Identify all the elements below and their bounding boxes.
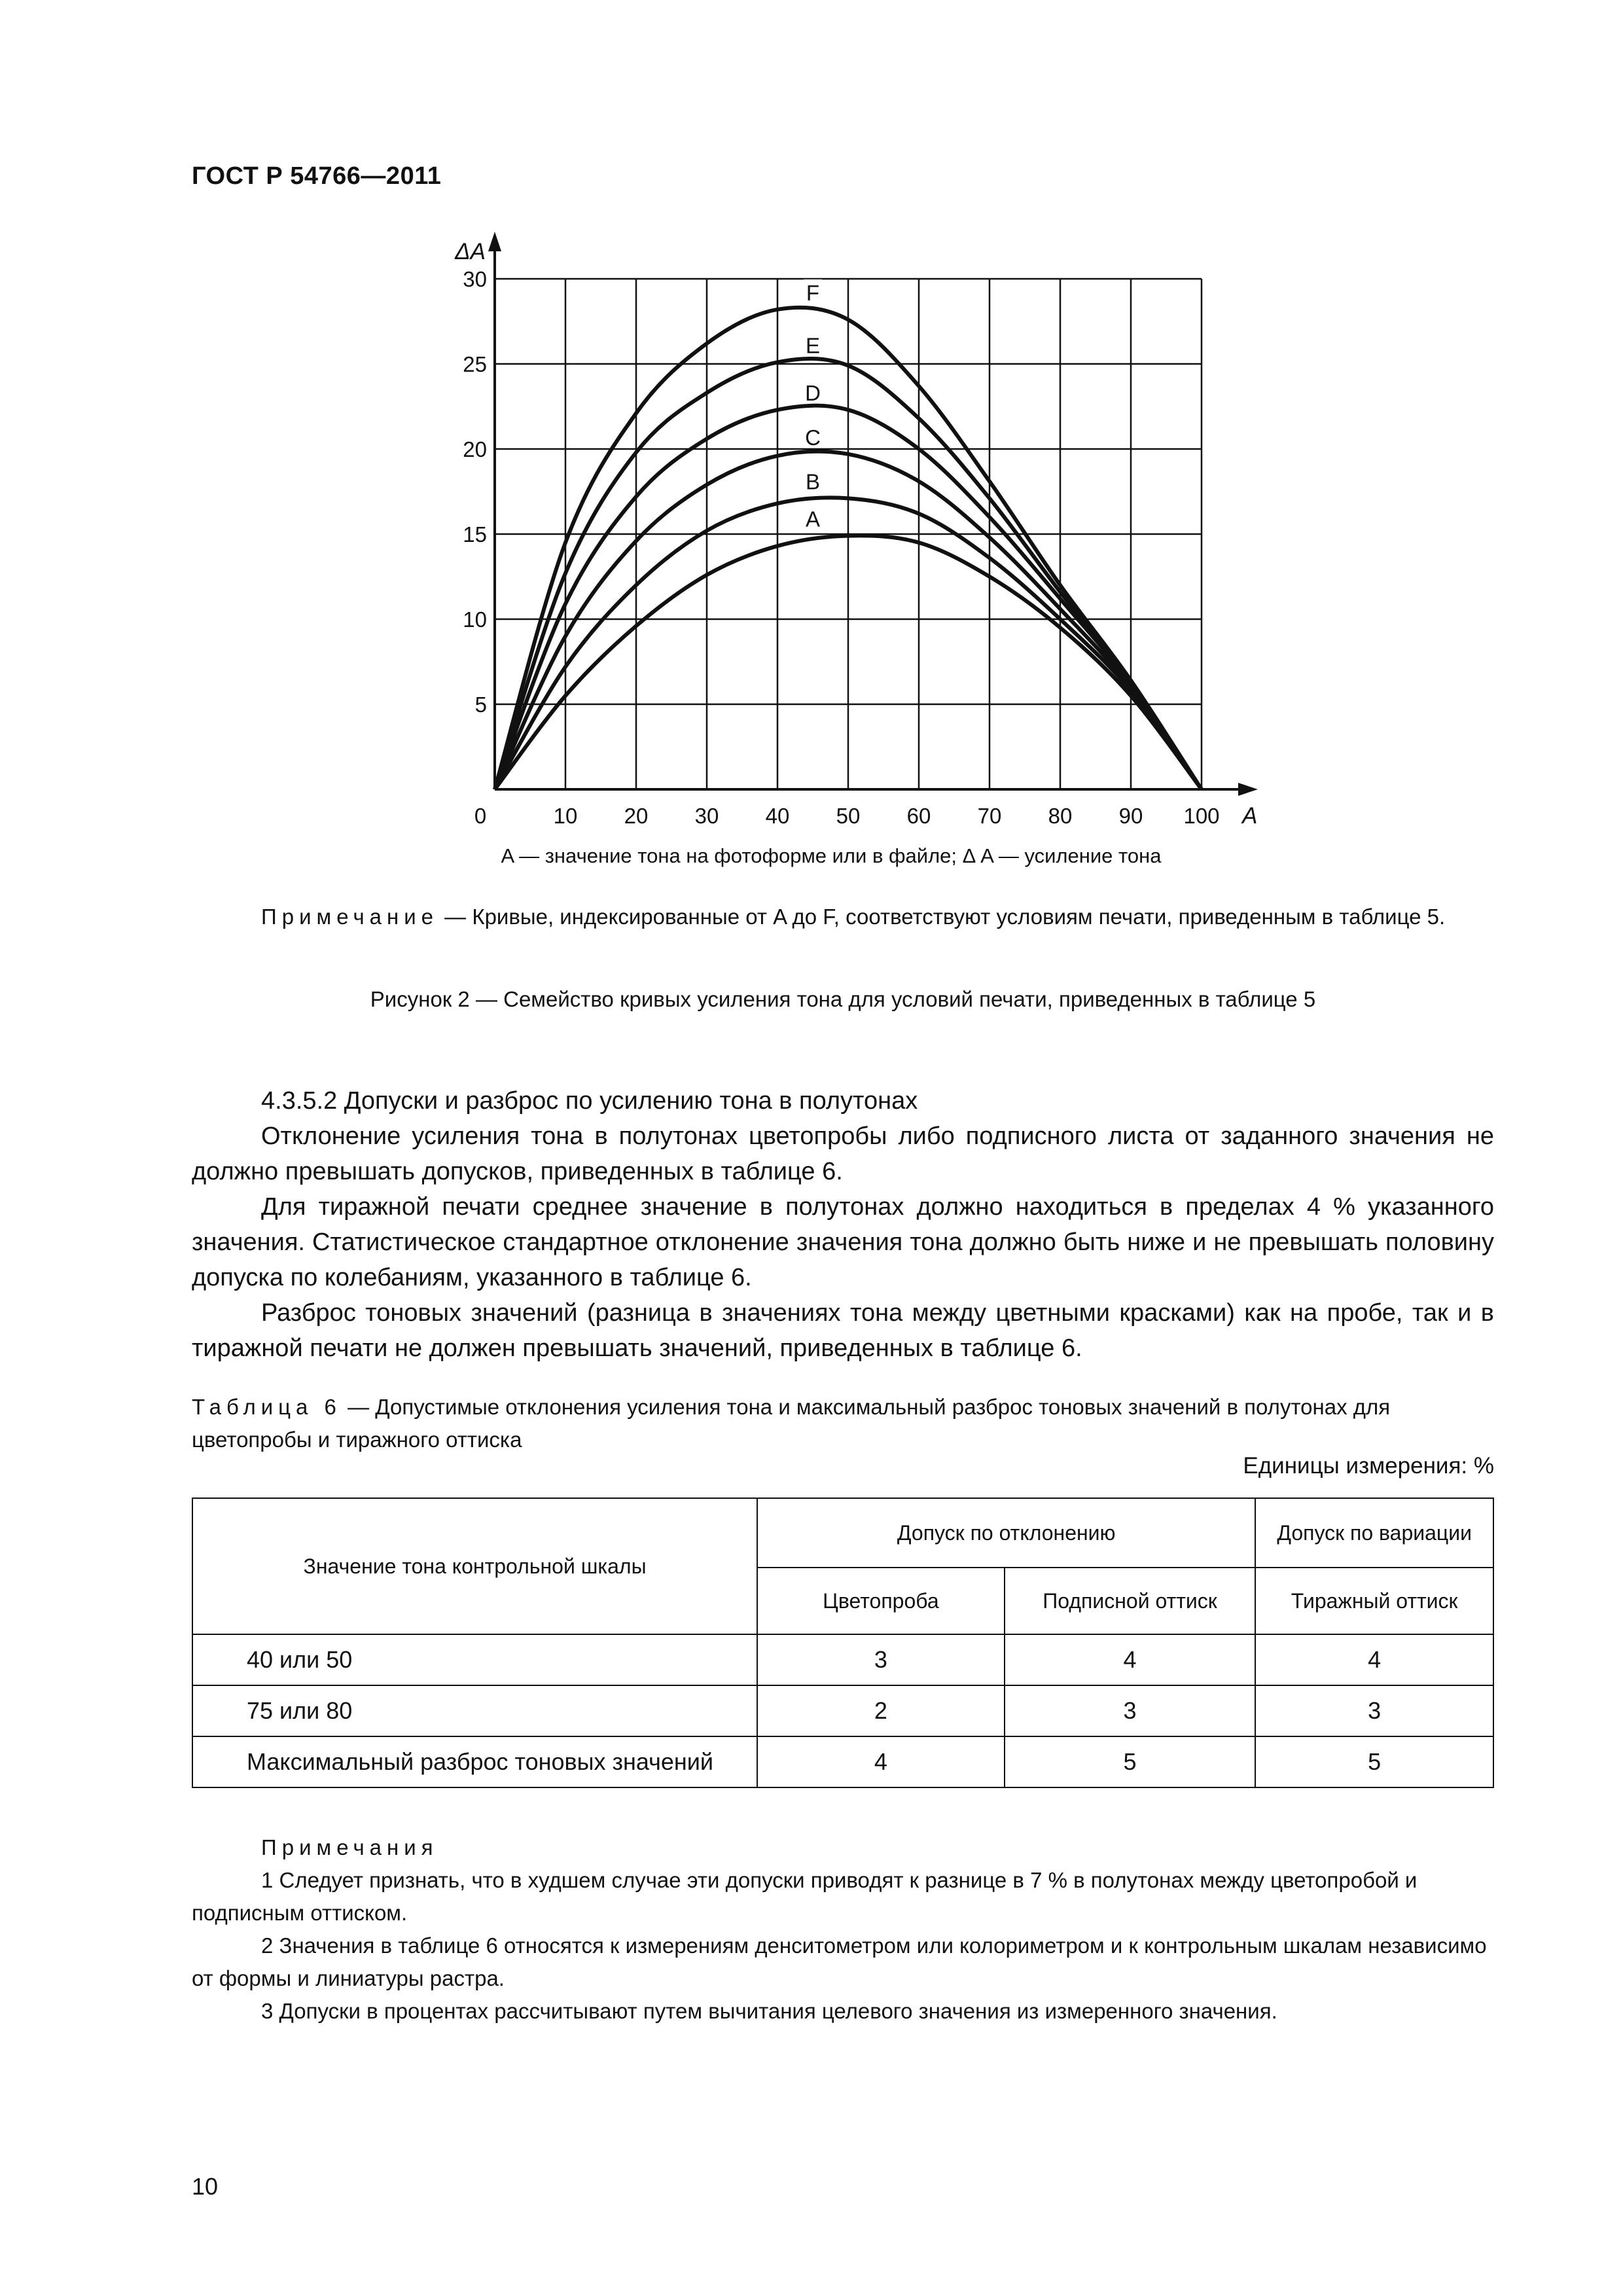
x-tick-label: 70	[977, 804, 1002, 828]
header-run: Тиражный оттиск	[1255, 1568, 1493, 1634]
table-units: Единицы измерения: %	[1243, 1453, 1494, 1479]
note-item: 2 Значения в таблице 6 относятся к измерениям денситометром или колориметром и к контрольным шкалам независимо от формы и линиатуры растра.	[192, 1933, 1487, 1990]
tone-gain-chart	[419, 236, 1258, 877]
cell-signed: 3	[1005, 1685, 1256, 1736]
x-tick-label: 20	[624, 804, 649, 828]
table-6	[192, 1498, 1494, 1788]
header-group-deviation: Допуск по отклонению	[757, 1498, 1255, 1568]
row-label: 40 или 50	[192, 1634, 757, 1685]
cell-run: 3	[1255, 1685, 1493, 1736]
x-tick-label: 30	[694, 804, 719, 828]
series-label: B	[805, 469, 821, 494]
series-label: D	[805, 381, 821, 406]
y-tick-label: 10	[463, 607, 487, 632]
y-axis-arrow	[488, 232, 501, 251]
cell-run: 4	[1255, 1634, 1493, 1685]
cell-proof: 3	[757, 1634, 1005, 1685]
x-axis-label: A	[1242, 803, 1258, 829]
row-label: Максимальный разброс тоновых значений	[192, 1736, 757, 1787]
note-text: — Кривые, индексированные от A до F, соответствуют условиям печати, приведенным в таблице 5.	[438, 905, 1446, 929]
x-tick-label: 50	[836, 804, 861, 828]
x-tick-label: 0	[474, 804, 487, 828]
series-label: E	[805, 333, 821, 358]
x-axis-arrow	[1238, 783, 1258, 796]
table-header-row	[192, 1498, 1493, 1568]
cell-signed: 4	[1005, 1634, 1256, 1685]
header-row-label: Значение тона контрольной шкалы	[192, 1498, 757, 1634]
cell-proof: 4	[757, 1736, 1005, 1787]
table-row	[192, 1685, 1493, 1736]
table-caption-text: — Допустимые отклонения усиления тона и максимальный разброс тоновых значений в полутонах для цветопробы и тиражного оттиска	[192, 1395, 1391, 1452]
row-label: 75 или 80	[192, 1685, 757, 1736]
header-proof: Цветопроба	[757, 1568, 1005, 1634]
section-4-3-5-2	[192, 1083, 1494, 1366]
table-caption-label: Таблица 6	[192, 1395, 342, 1419]
figure-legend: A — значение тона на фотоформе или в файле; Δ A — усиление тона	[501, 844, 1162, 867]
page-number: 10	[192, 2173, 219, 2200]
cell-run: 5	[1255, 1736, 1493, 1787]
note-label: Примечание	[261, 905, 439, 929]
x-tick-label: 60	[906, 804, 931, 828]
document-header: ГОСТ Р 54766—2011	[192, 162, 442, 190]
cell-signed: 5	[1005, 1736, 1256, 1787]
series-label: C	[805, 425, 821, 450]
table-row	[192, 1634, 1493, 1685]
figure-title: Рисунок 2 — Семейство кривых усиления тона для условий печати, приведенных в таблице 5	[370, 987, 1316, 1011]
series-label: F	[806, 280, 820, 305]
header-signed: Подписной оттиск	[1005, 1568, 1256, 1634]
y-tick-label: 15	[463, 522, 487, 547]
x-tick-label: 10	[553, 804, 578, 828]
notes-block	[192, 1831, 1494, 2028]
table-row	[192, 1736, 1493, 1787]
y-tick-label: 30	[463, 267, 487, 291]
notes-heading: Примечания	[261, 1835, 438, 1859]
y-axis-label: ΔA	[455, 239, 486, 264]
y-tick-label: 20	[463, 437, 487, 461]
x-tick-label: 40	[765, 804, 790, 828]
section-paragraph: Отклонение усиления тона в полутонах цветопробы либо подписного листа от заданного значения не должно превышать допусков, приведенных в таблице 6.	[192, 1122, 1494, 1185]
cell-proof: 2	[757, 1685, 1005, 1736]
series-label: A	[805, 507, 821, 531]
x-tick-label: 100	[1183, 804, 1220, 828]
x-tick-label: 90	[1118, 804, 1143, 828]
y-tick-label: 5	[474, 692, 487, 717]
x-tick-label: 80	[1048, 804, 1073, 828]
note-item: 3 Допуски в процентах рассчитывают путем вычитания целевого значения из измеренного значения.	[261, 1999, 1277, 2023]
y-tick-label: 25	[463, 352, 487, 376]
header-group-variation: Допуск по вариации	[1255, 1498, 1493, 1568]
figure-note	[192, 900, 1494, 934]
note-item: 1 Следует признать, что в худшем случае эти допуски приводят к разнице в 7 % в полутонах между цветопробой и подписным оттиском.	[192, 1868, 1418, 1925]
table-caption	[192, 1391, 1494, 1456]
section-paragraph: Для тиражной печати среднее значение в полутонах должно находиться в пределах 4 % указанного значения. Статистическое стандартное отклонение значения тона должно быть ниже и не превышать половину допуска по колебаниям, указанного в таблице 6.	[192, 1193, 1494, 1291]
section-paragraph: Разброс тоновых значений (разница в значениях тона между цветными красками) как на пробе, так и в тиражной печати не должен превышать значений, приведенных в таблице 6.	[192, 1299, 1494, 1362]
section-heading: 4.3.5.2 Допуски и разброс по усилению тона в полутонах	[261, 1087, 918, 1115]
